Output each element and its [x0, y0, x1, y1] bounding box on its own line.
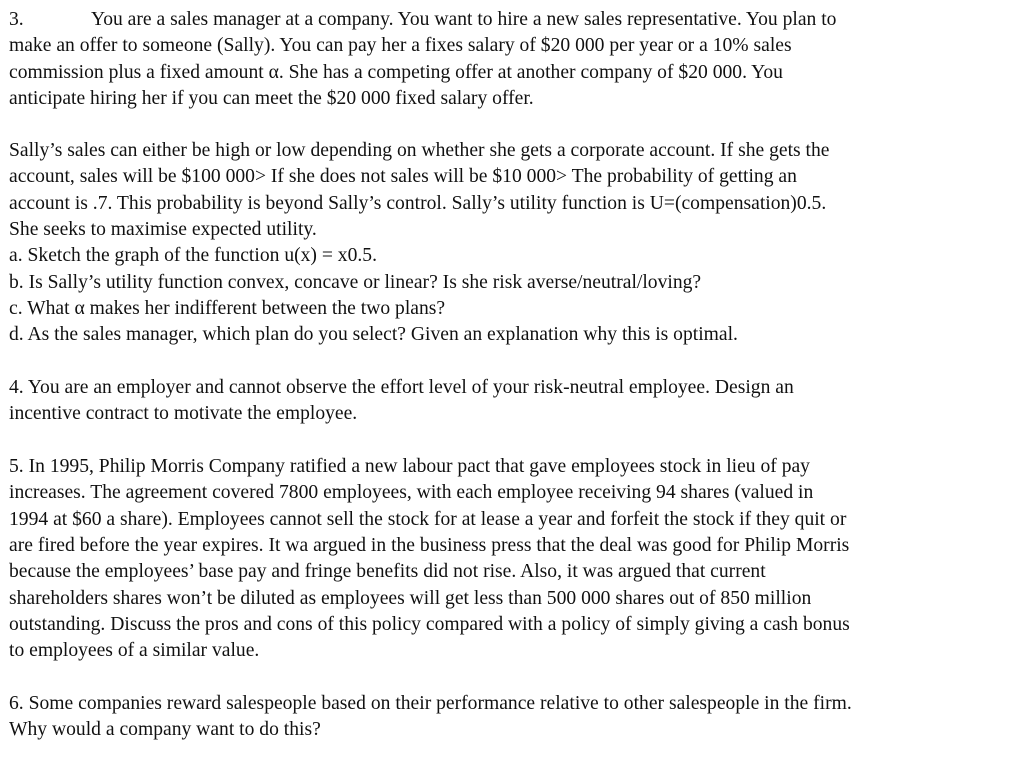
question-3-intro-text-2: make an offer to someone (Sally). You can pay her a fixes salary of $20 000 per year or a 10% sales — [9, 35, 792, 57]
question-5-text-4: are fired before the year expires. It wa argued in the business press that the deal was good for Philip Morris — [9, 535, 850, 557]
question-5-text-5: because the employees’ base pay and fringe benefits did not rise. Also, it was argued that current — [9, 561, 766, 583]
question-3-part-a: a. Sketch the graph of the function u(x) = x0.5. — [9, 245, 377, 267]
question-5-text-3: 1994 at $60 a share). Employees cannot sell the stock for at lease a year and forfeit the stock if they quit or — [9, 508, 847, 530]
question-3-line-1 — [9, 7, 1010, 33]
question-3-number: 3. — [9, 9, 24, 30]
question-4-text-1: 4. You are an employer and cannot observe the effort level of your risk-neutral employee. Design an — [9, 376, 794, 398]
question-4 — [9, 375, 1010, 428]
question-3-intro-text-3: commission plus a fixed amount α. She has a competing offer at another company of $20 000. You — [9, 61, 783, 83]
question-5-text-2: increases. The agreement covered 7800 employees, with each employee receiving 94 shares (valued in — [9, 482, 814, 504]
question-3-body — [9, 138, 1010, 348]
question-3-intro-text-1: You are a sales manager at a company. You want to hire a new sales representative. You plan to — [91, 9, 837, 30]
question-3-part-d: d. As the sales manager, which plan do you select? Given an explanation why this is optimal. — [9, 324, 738, 346]
question-6-text-1: 6. Some companies reward salespeople based on their performance relative to other salespeople in the firm. — [9, 692, 852, 714]
question-5-text-8: to employees of a similar value. — [9, 640, 260, 662]
question-3-part-c: c. What α makes her indifferent between the two plans? — [9, 297, 446, 319]
question-4-text-2: incentive contract to motivate the employee. — [9, 402, 358, 424]
question-5-text-1: 5. In 1995, Philip Morris Company ratified a new labour pact that gave employees stock in lieu of pay — [9, 456, 810, 478]
question-5 — [9, 454, 1010, 664]
question-3-part-b: b. Is Sally’s utility function convex, concave or linear? Is she risk averse/neutral/loving? — [9, 271, 702, 293]
question-5-text-7: outstanding. Discuss the pros and cons of this policy compared with a policy of simply giving a cash bonus — [9, 613, 850, 635]
question-3-body-text-3: account is .7. This probability is beyond Sally’s control. Sally’s utility function is U=(compensation)0.5. — [9, 192, 827, 214]
question-6 — [9, 691, 1010, 744]
question-3-intro-text-4: anticipate hiring her if you can meet the $20 000 fixed salary offer. — [9, 87, 534, 109]
question-3-body-text-2: account, sales will be $100 000> If she does not sales will be $10 000> The probability of getting an — [9, 166, 797, 188]
question-5-text-6: shareholders shares won’t be diluted as employees will get less than 500 000 shares out of 850 million — [9, 587, 812, 609]
question-6-text-2: Why would a company want to do this? — [9, 718, 321, 740]
question-3-body-text-1: Sally’s sales can either be high or low depending on whether she gets a corporate account. If she gets the — [9, 140, 830, 162]
question-3-body-text-4: She seeks to maximise expected utility. — [9, 219, 317, 241]
question-3-intro — [9, 7, 1010, 112]
